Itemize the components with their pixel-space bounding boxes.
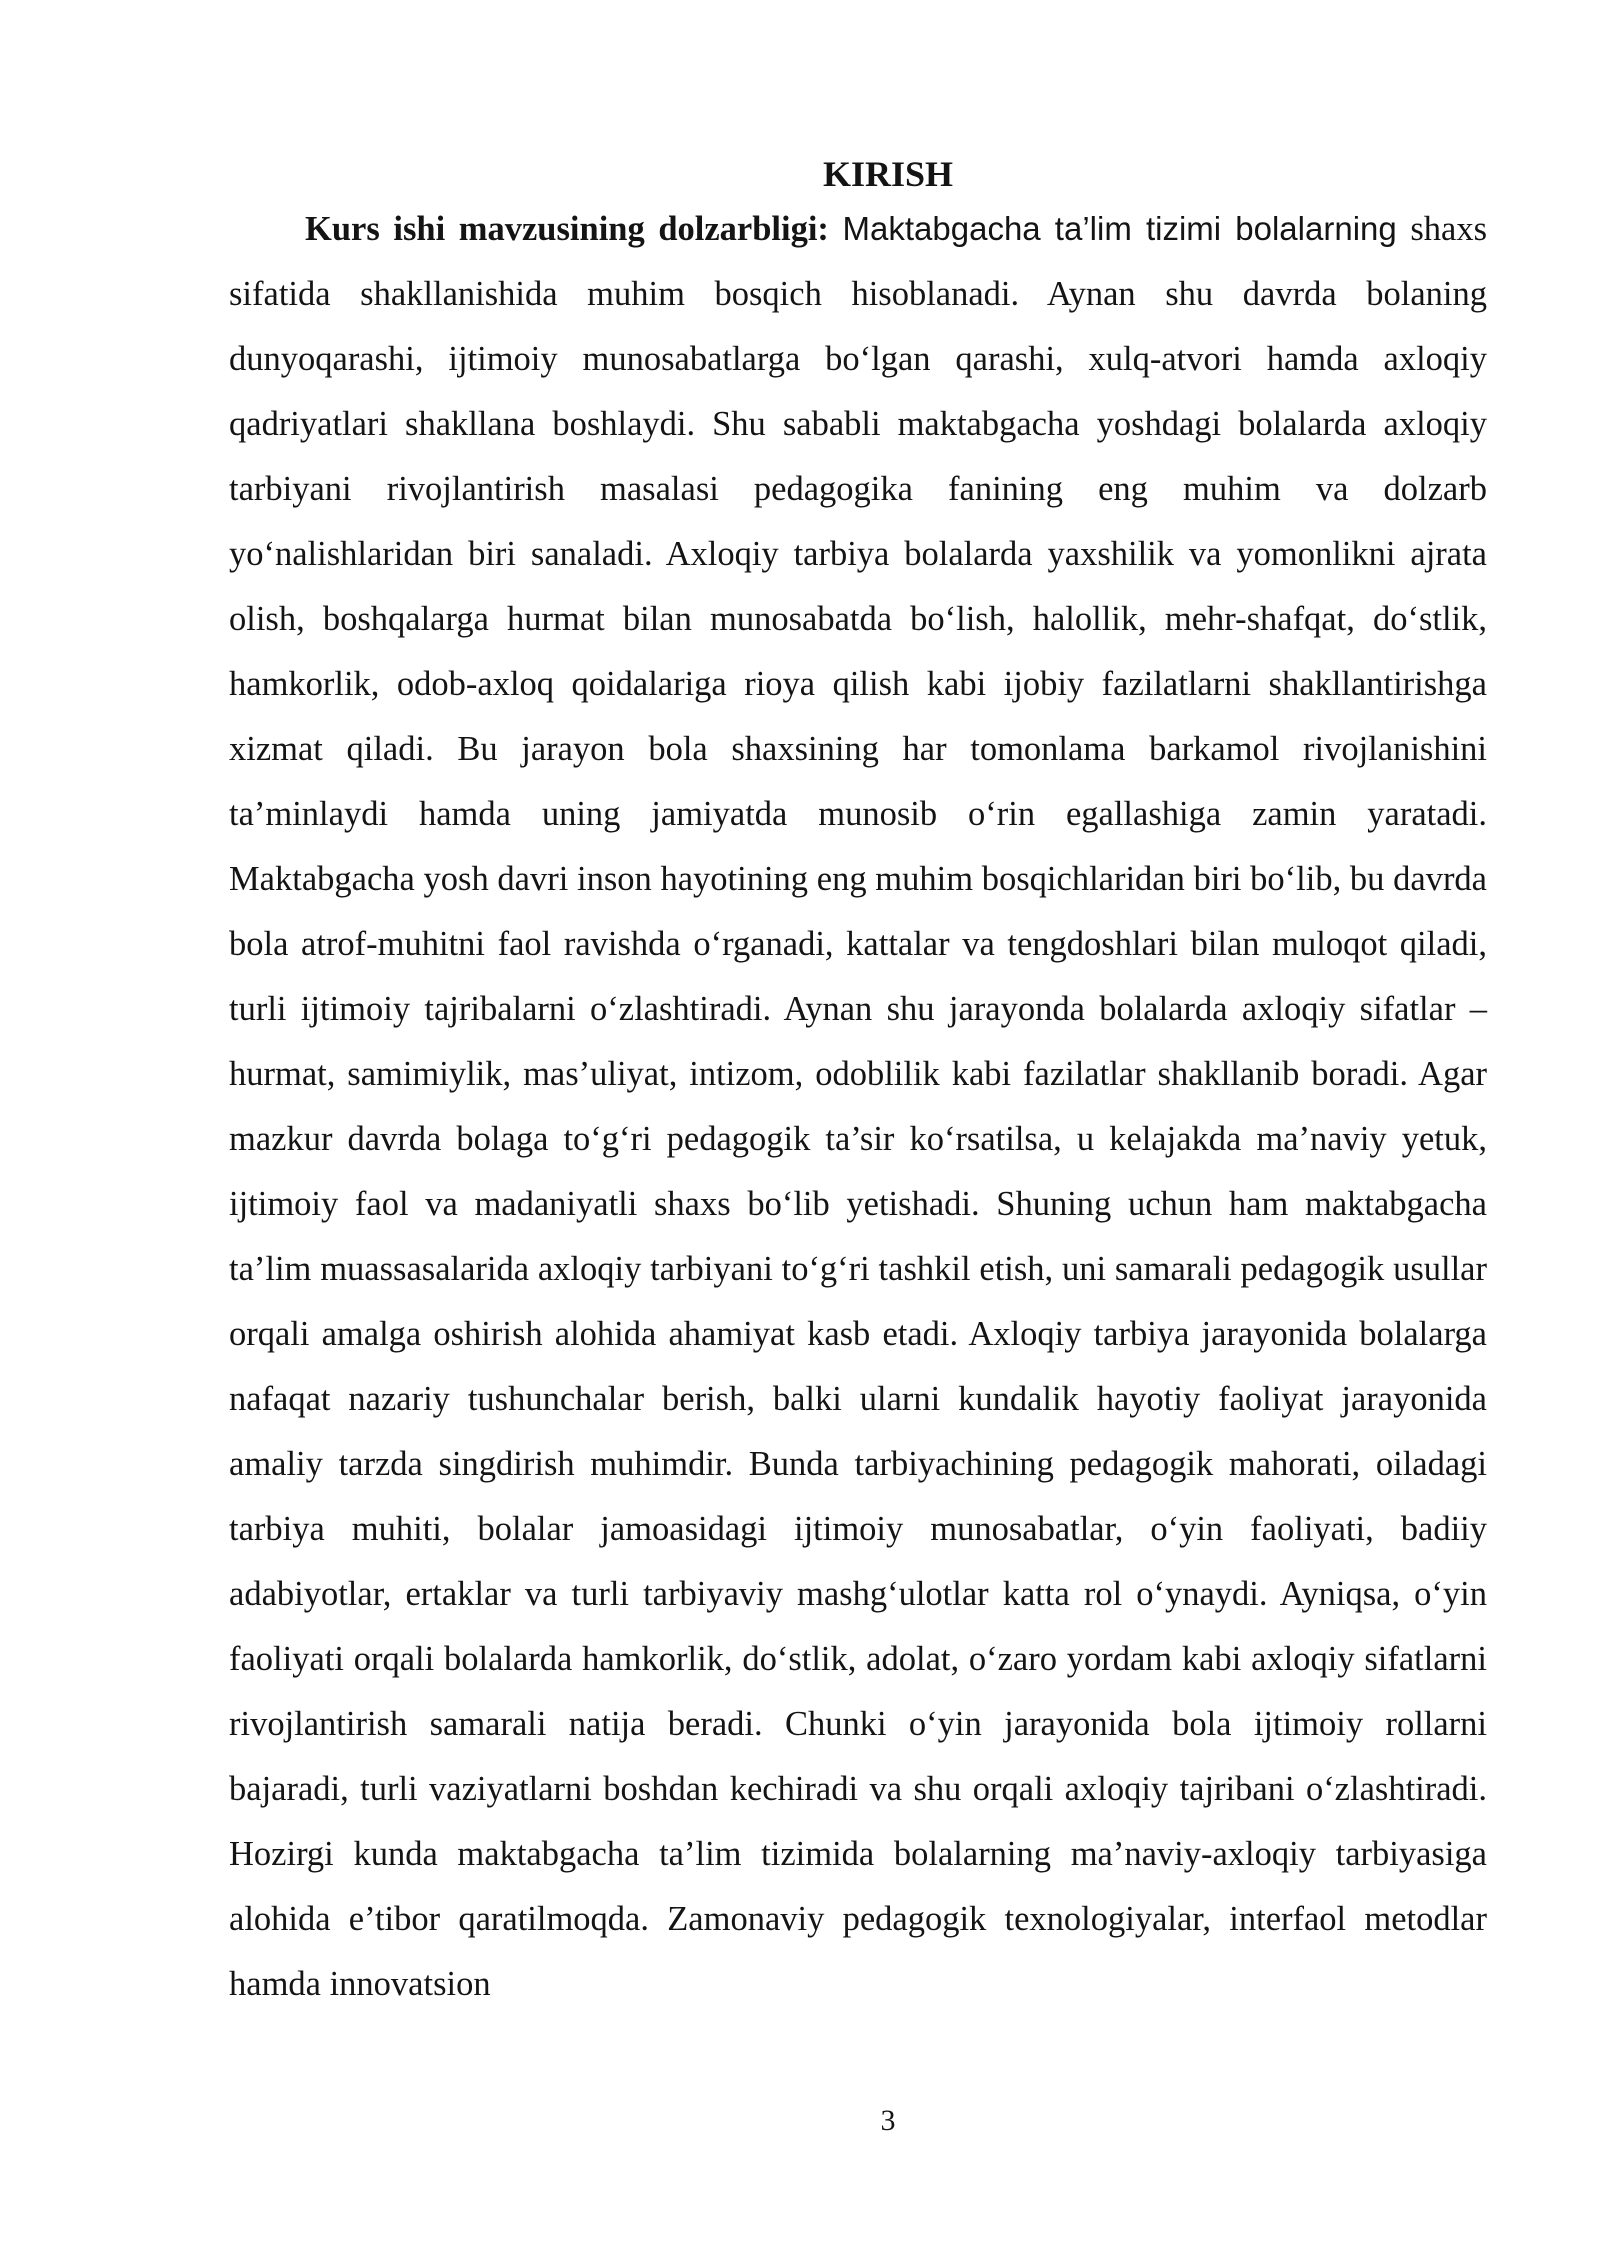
lead-label: Kurs ishi mavzusining dolzarbligi: [305,210,829,248]
lead-sentence: Maktabgacha ta’lim tizimi bolalarning [842,210,1397,247]
page-number: 3 [880,2104,896,2137]
paragraph-text: shaxs sifatida shakllanishida muhim bosqich hisoblanadi. Aynan shu davrda bolaning dunyoqarashi, ijtimoiy munosabatlarga bo‘lgan qarashi, xulq-atvori hamda axloqiy qadriyatlari shakllana boshlaydi. Shu sababli maktabgacha yoshdagi bolalarda axloqiy tarbiyani rivojlantirish masalasi pedagogika fanining eng muhim va dolzarb yo‘nalishlaridan biri sanaladi. Axloqiy tarbiya bolalarda yaxshilik va yomonlikni ajrata olish, boshqalarga hurmat bilan munosabatda bo‘lish, halollik, mehr-shafqat, do‘stlik, hamkorlik, odob-axloq qoidalariga rioya qilish kabi ijobiy fazilatlarni shakllantirishga xizmat qiladi. Bu jarayon bola shaxsining har tomonlama barkamol rivojlanishini ta’minlaydi hamda uning jamiyatda munosib o‘rin egallashiga zamin yaratadi. Maktabgacha yosh davri inson hayotining eng muhim bosqichlaridan biri bo‘lib, bu davrda bola atrof-muhitni faol ravishda o‘rganadi, kattalar va tengdoshlari bilan muloqot qiladi, turli ijtimoiy tajribalarni o‘zlashtiradi. Aynan shu jarayonda bolalarda axloqiy sifatlar – hurmat, samimiylik, mas’uliyat, intizom, odoblilik kabi fazilatlar shakllanib boradi. Agar mazkur davrda bolaga to‘g‘ri pedagogik ta’sir ko‘rsatilsa, u kelajakda ma’naviy yetuk, ijtimoiy faol va madaniyatli shaxs bo‘lib yetishadi. Shuning uchun ham maktabgacha ta’lim muassasalarida axloqiy tarbiyani to‘g‘ri tashkil etish, uni samarali pedagogik usullar orqali amalga oshirish alohida ahamiyat kasb etadi. Axloqiy tarbiya jarayonida bolalarga nafaqat nazariy tushunchalar berish, balki ularni kundalik hayotiy faoliyat jarayonida amaliy tarzda singdirish muhimdir. Bunda tarbiyachining pedagogik mahorati, oiladagi tarbiya muhiti, bolalar jamoasidagi ijtimoiy munosabatlar, o‘yin faoliyati, badiiy adabiyotlar, ertaklar va turli tarbiyaviy mashg‘ulotlar katta rol o‘ynaydi. Ayniqsa, o‘yin faoliyati orqali bolalarda hamkorlik, do‘stlik, adolat, o‘zaro yordam kabi axloqiy sifatlarni rivojlantirish samarali natija beradi. Chunki o‘yin jarayonida bola ijtimoiy rollarni bajaradi, turli vaziyatlarni boshdan kechiradi va shu orqali axloqiy tajribani o‘zlashtiradi. Hozirgi kunda maktabgacha ta’lim tizimida bolalarning ma’naviy-axloqiy tarbiyasiga alohida e’tibor qaratilmoqda. Zamonaviy pedagogik texnologiyalar, interfaol metodlar hamda innovatsion [229,210,1488,2003]
body-paragraph [229,196,1487,2017]
section-heading: KIRISH [822,154,954,194]
